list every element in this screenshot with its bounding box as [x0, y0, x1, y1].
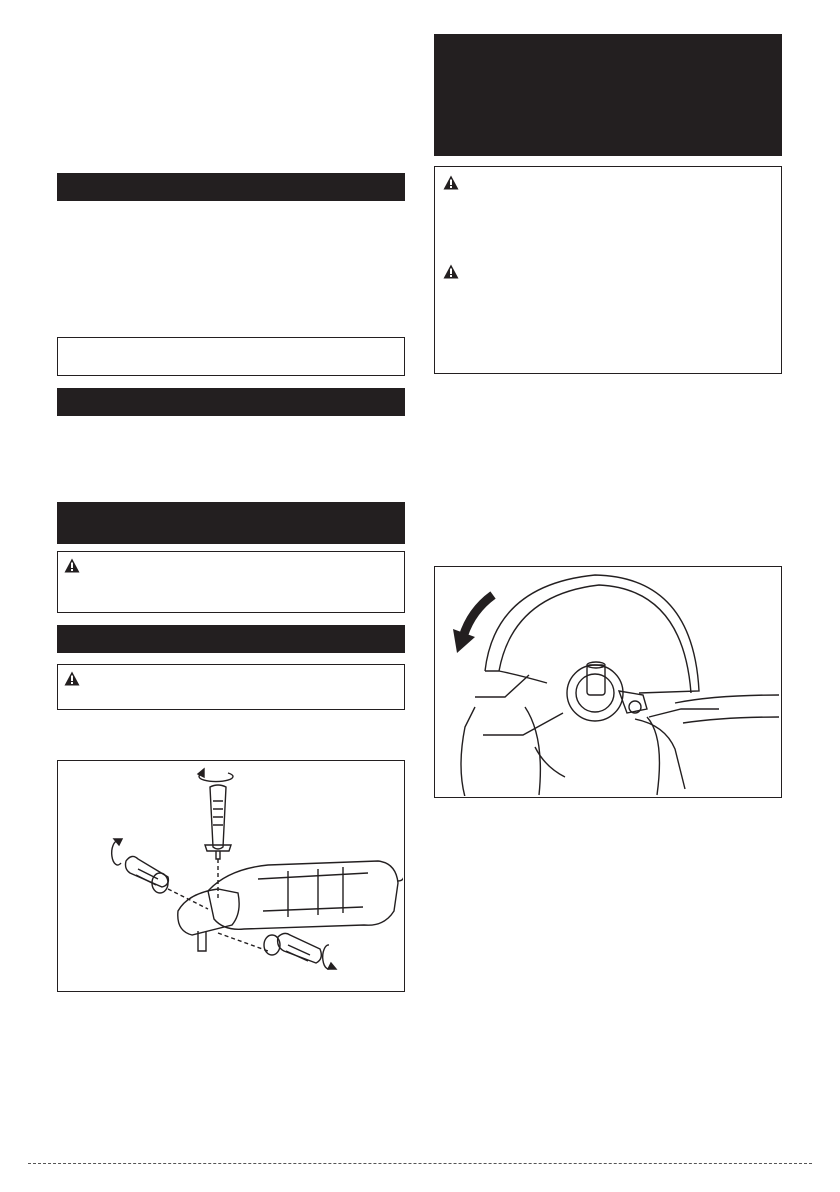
- section-heading-bar: [57, 173, 405, 201]
- caution-box: [57, 664, 405, 710]
- warning-triangle-icon: [443, 264, 459, 279]
- rotation-arrow-icon: [112, 839, 122, 865]
- wheel-guard-illustration: [435, 567, 780, 796]
- caution-box: [434, 166, 782, 374]
- warning-triangle-icon: [443, 175, 459, 190]
- page-cut-line: [28, 1163, 812, 1164]
- side-grip-figure: [57, 760, 405, 992]
- rotation-arrow-icon: [323, 945, 336, 969]
- note-box: [57, 337, 405, 376]
- section-heading-bar: [57, 625, 405, 653]
- wheel-guard-figure: [434, 566, 782, 798]
- side-grip-illustration: [58, 761, 403, 990]
- warning-triangle-icon: [64, 558, 80, 573]
- caution-box: [57, 551, 405, 613]
- section-heading-bar: [434, 34, 782, 156]
- section-heading-bar: [57, 388, 405, 416]
- warning-triangle-icon: [64, 671, 80, 686]
- section-heading-bar: [57, 502, 405, 544]
- rotation-arrow-icon: [198, 769, 233, 782]
